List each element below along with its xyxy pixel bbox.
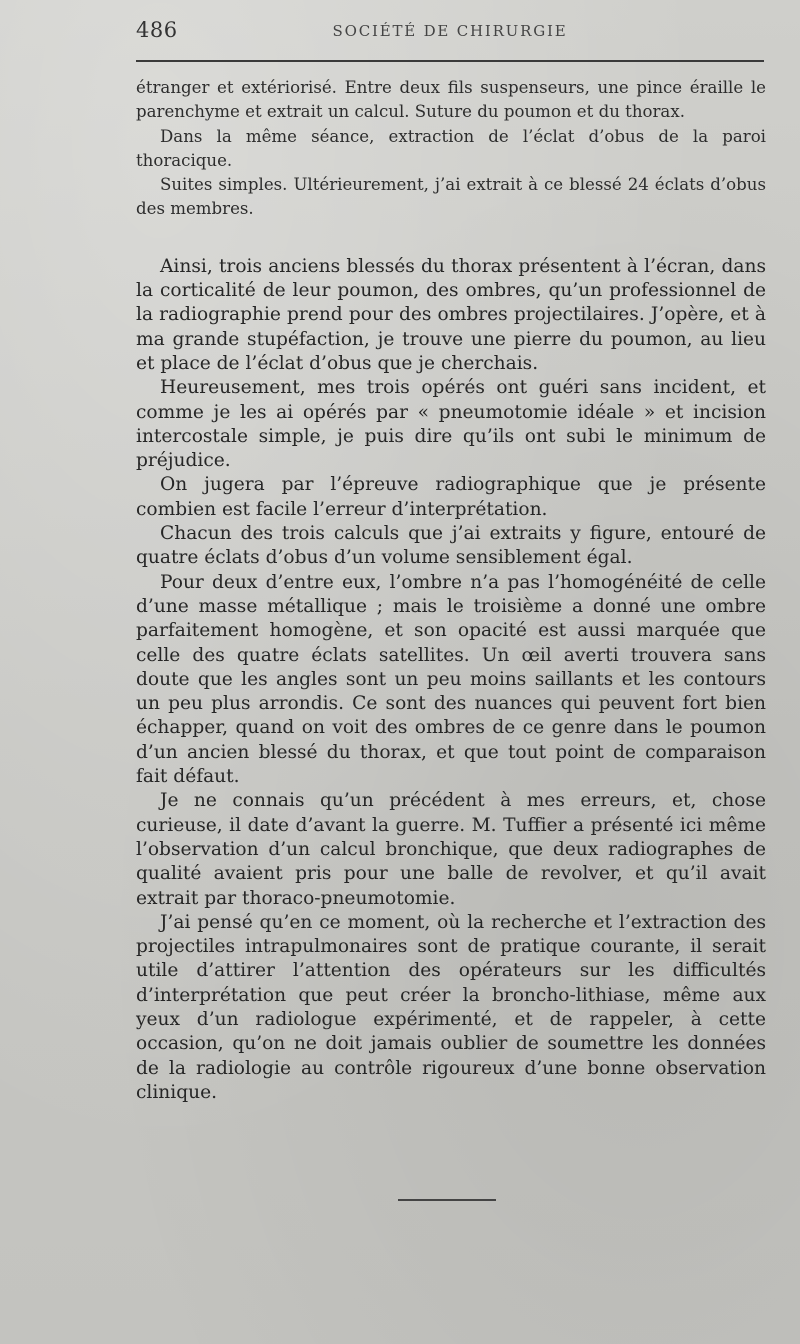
- body-text: [136, 76, 766, 1105]
- paragraph-precedent: Je ne connais qu’un précédent à mes erreurs, et, chose curieuse, il date d’avant la guerre. M. Tuffier a présenté ici même l’observation d’un calcul bronchique, que deux radiographes de qualité avaient pris pour une balle de revolver, et qu’il avait extrait par thoraco-pneumotomie.: [136, 790, 766, 909]
- paragraph-gap: [136, 222, 766, 255]
- paragraph-case-continuation: étranger et extériorisé. Entre deux fils suspenseurs, une pince éraille le parenchyme et extrait un calcul. Suture du poumon et du thorax.: [136, 78, 766, 122]
- page-number: 486: [136, 18, 178, 42]
- paragraph-calculi: Chacun des trois calculs que j’ai extraits y figure, entouré de quatre éclats d’obus d’un volume sensiblement égal.: [136, 523, 766, 569]
- end-rule: [398, 1199, 496, 1201]
- paragraph-same-session: Dans la même séance, extraction de l’éclat d’obus de la paroi thoracique.: [136, 126, 766, 170]
- paragraph-shadows: Pour deux d’entre eux, l’ombre n’a pas l’homogénéité de celle d’une masse métallique ; mais le troisième a donné une ombre parfaitement homogène, et son opacité est aussi marquée que celle des quatre éclats satellites. Un œil averti trouvera sans doute que les angles sont un peu moins saillants et les contours un peu plus arrondis. Ce sont des nuances qui peuvent fort bien échapper, quand on voit des ombres de ce genre dans le poumon d’un ancien blessé du thorax, et que tout point de comparaison fait défaut.: [136, 571, 766, 788]
- running-title: SOCIÉTÉ DE CHIRURGIE: [332, 22, 568, 40]
- paragraph-follow-up: Suites simples. Ultérieurement, j’ai extrait à ce blessé 24 éclats d’obus des membres.: [136, 175, 766, 219]
- running-head: [136, 18, 764, 46]
- paragraph-summary: Ainsi, trois anciens blessés du thorax présentent à l’écran, dans la corticalité de leur poumon, des ombres, qu’un professionnel de la radiographie prend pour des ombres projectilaires. J’opère, et à ma grande stupéfaction, je trouve une pierre du poumon, au lieu et place de l’éclat d’obus que je cherchais.: [136, 255, 766, 374]
- paragraph-outcome: Heureusement, mes trois opérés ont guéri sans incident, et comme je les ai opérés par « pneumotomie idéale » et incision intercostale simple, je puis dire qu’ils ont subi le minimum de préjudice.: [136, 377, 766, 472]
- header-rule: [136, 60, 764, 62]
- paragraph-radiograph: On jugera par l’épreuve radiographique que je présente combien est facile l’erreur d’interprétation.: [136, 474, 766, 520]
- paragraph-conclusion: J’ai pensé qu’en ce moment, où la recherche et l’extraction des projectiles intrapulmonaires sont de pratique courante, il serait utile d’attirer l’attention des opérateurs sur les difficultés d’interprétation que peut créer la broncho-lithiase, même aux yeux d’un radiologue expérimenté, et de rappeler, à cette occasion, qu’on ne doit jamais oublier de soumettre les données de la radiologie au contrôle rigoureux d’une bonne observation clinique.: [136, 911, 766, 1103]
